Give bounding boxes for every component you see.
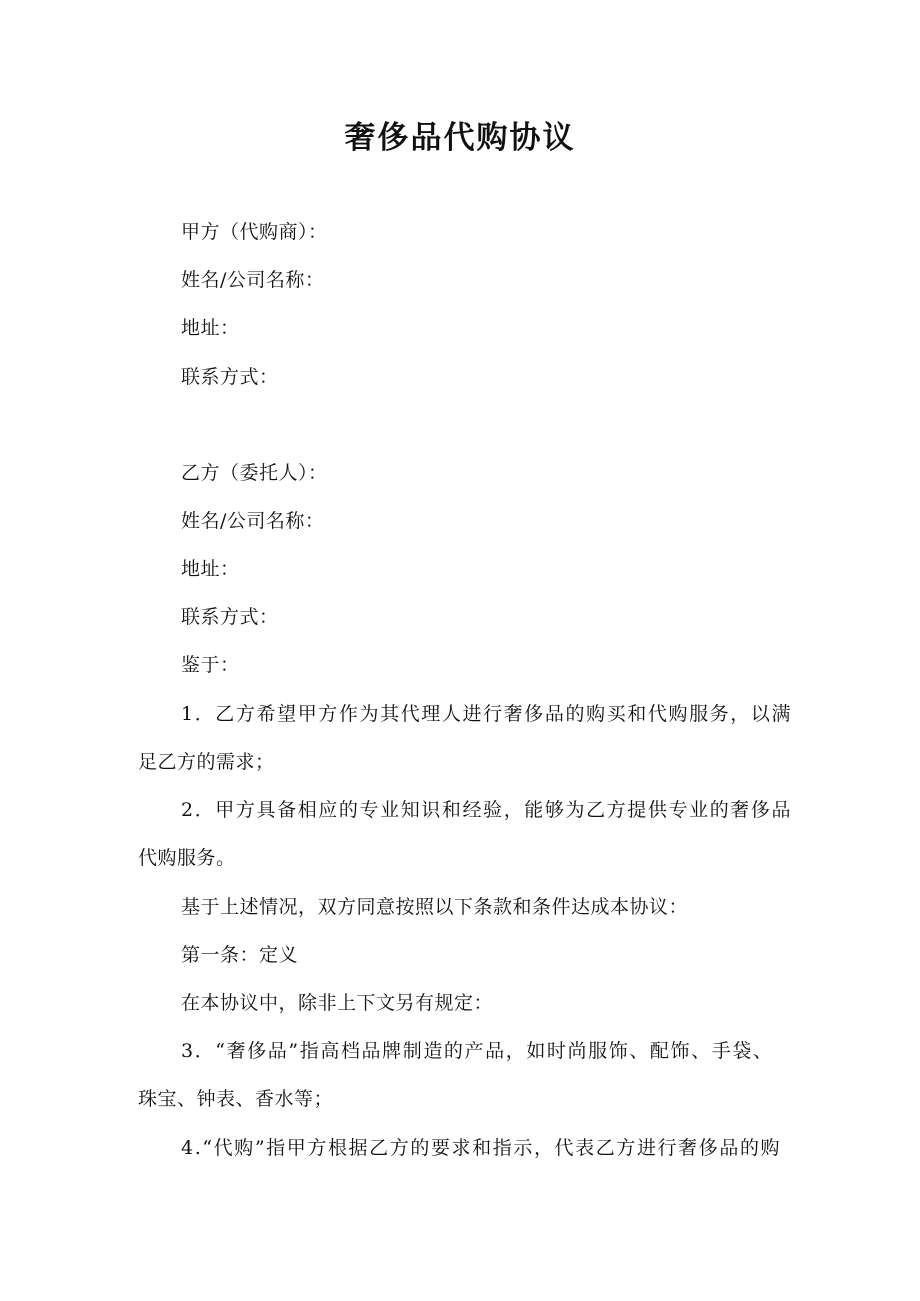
- party-b-name-label: 姓名/公司名称：: [181, 510, 325, 532]
- recital-2-line-2: 代购服务。: [138, 847, 236, 869]
- party-a-name-label: 姓名/公司名称：: [181, 269, 325, 291]
- definitions-intro: 在本协议中，除非上下文另有规定：: [181, 992, 494, 1014]
- recital-1-line-1: 1．乙方希望甲方作为其代理人进行奢侈品的购买和代购服务，以满: [181, 703, 793, 725]
- party-a-contact-label: 联系方式：: [181, 366, 279, 388]
- party-a-address-label: 地址：: [181, 317, 240, 339]
- party-a-heading: 甲方（代购商）：: [181, 221, 328, 243]
- party-b-contact-label: 联系方式：: [181, 606, 279, 628]
- definition-3-line-1: 3．“奢侈品”指高档品牌制造的产品，如时尚服饰、配饰、手袋、: [181, 1040, 774, 1062]
- definition-3-line-2: 珠宝、钟表、香水等；: [138, 1088, 334, 1110]
- whereas-heading: 鉴于：: [181, 654, 240, 676]
- article-1-heading: 第一条：定义: [181, 944, 299, 966]
- document-title: 奢侈品代购协议: [344, 120, 576, 156]
- recital-2-line-1: 2．甲方具备相应的专业知识和经验，能够为乙方提供专业的奢侈品: [181, 799, 793, 821]
- party-b-address-label: 地址：: [181, 558, 240, 580]
- definition-4-line-1: 4.“代购”指甲方根据乙方的要求和指示，代表乙方进行奢侈品的购: [181, 1137, 782, 1159]
- recital-1-line-2: 足乙方的需求；: [138, 751, 275, 773]
- party-b-heading: 乙方（委托人）：: [181, 462, 328, 484]
- agreement-intro: 基于上述情况，双方同意按照以下条款和条件达成本协议：: [181, 896, 689, 918]
